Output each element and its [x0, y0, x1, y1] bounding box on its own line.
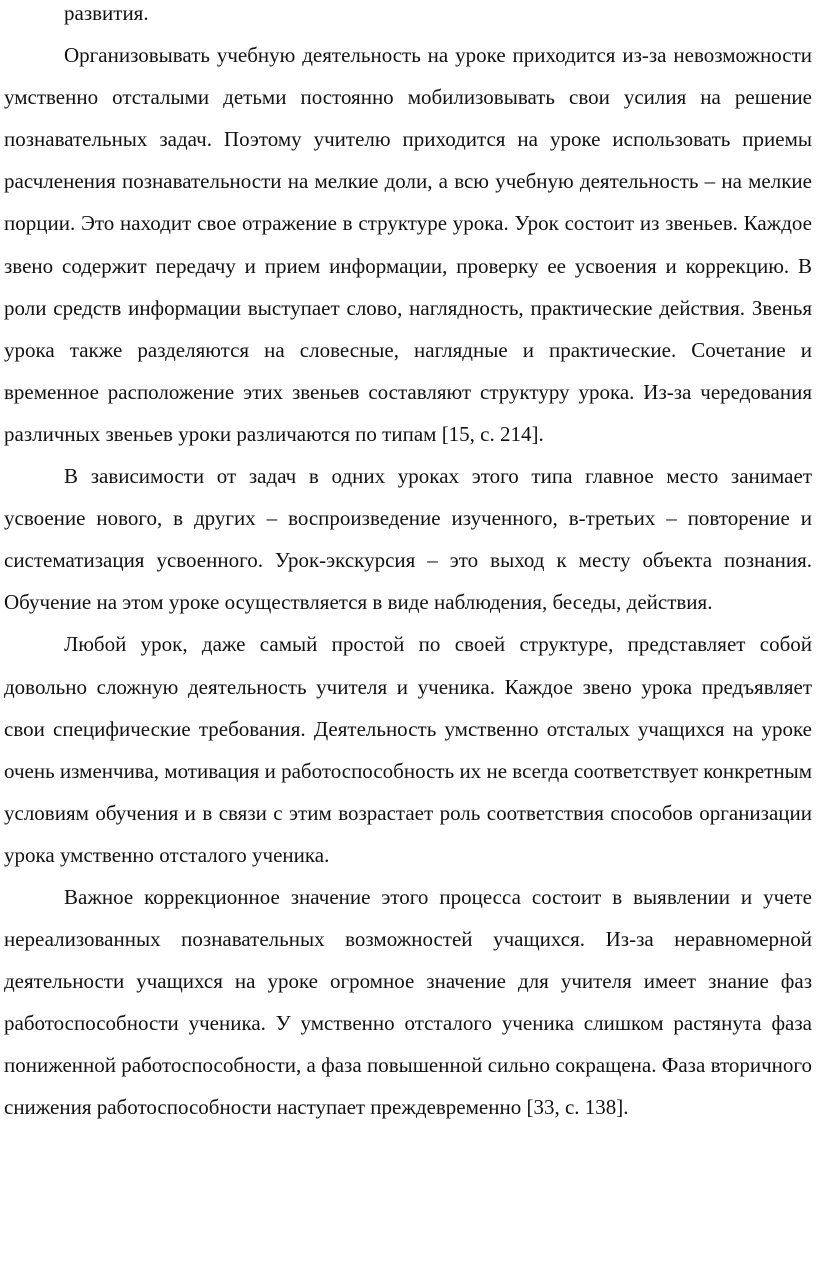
paragraph-lesson-complexity: Любой урок, даже самый простой по своей структуре, представляет собой довольно сложную деятельность учителя и ученика. Каждое звено урока предъявляет свои специфические требования. Деятельность умственно отсталых учащихся на уроке очень изменчива, мотивация и работоспособность их не всегда соответствует конкретным условиям обучения и в связи с этим возрастает роль соответствия способов организации урока умственно отсталого ученика. — [4, 632, 812, 867]
paragraph-work-capacity: Важное коррекционное значение этого процесса состоит в выявлении и учете нереализованных познавательных возможностей учащихся. Из-за неравномерной деятельности учащихся на уроке огромное значение для учителя имеет знание фаз работоспособности ученика. У умственно отсталого ученика слишком растянута фаза пониженной работоспособности, а фаза повышенной сильно сокращена. Фаза вторичного снижения работоспособности наступает преждевременно [33, с. 138]. — [4, 884, 812, 1120]
paragraph-lesson-types: В зависимости от задач в одних уроках этого типа главное место занимает усвоение нового, в других – воспроизведение изученного, в-третьих – повторение и систематизация усвоенного. Урок-экскурсия – это выход к месту объекта познания. Обучение на этом уроке осуществляется в виде наблюдения, беседы, действия. — [4, 464, 812, 615]
paragraph-continuation: развития. — [64, 1, 149, 25]
paragraph-lesson-structure: Организовывать учебную деятельность на уроке приходится из-за невозможности умственно отсталыми детьми постоянно мобилизовывать свои усилия на решение познавательных задач. Поэтому учителю приходится на уроке использовать приемы расчленения познавательности на мелкие доли, а всю учебную деятельность – на мелкие порции. Это находит свое отражение в структуре урока. Урок состоит из звеньев. Каждое звено содержит передачу и прием информации, проверку ее усвоения и коррекцию. В роли средств информации выступает слово, наглядность, практические действия. Звенья урока также разделяются на словесные, наглядные и практические. Сочетание и временное расположение этих звеньев составляют структуру урока. Из-за чередования различных звеньев уроки различаются по типам [15, с. 214]. — [4, 43, 812, 446]
